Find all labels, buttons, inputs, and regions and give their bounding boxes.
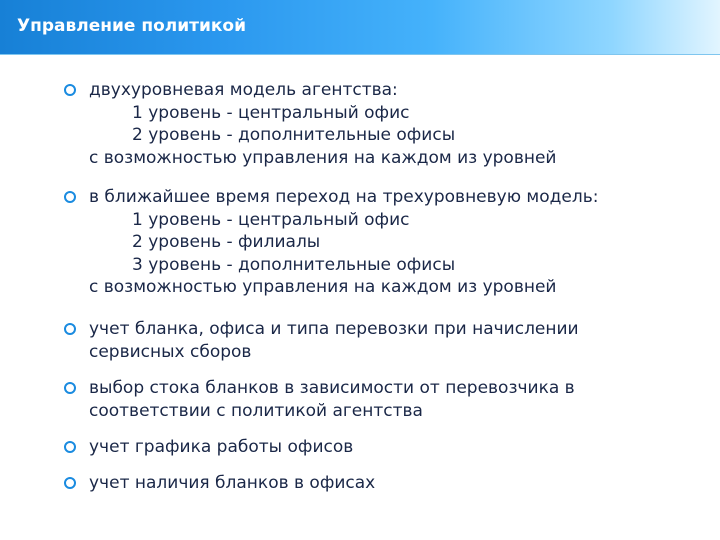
bullet-text: [89, 377, 684, 422]
bullet-line: учет наличия бланков в офисах: [89, 473, 376, 493]
ring-bullet-icon: [64, 323, 76, 335]
bullet-line: с возможностью управления на каждом из уровней: [89, 147, 557, 168]
bullet-line: учет бланка, офиса и типа перевозки при начислении: [89, 319, 579, 339]
bullet-line: сервисных сборов: [89, 341, 252, 362]
ring-bullet-icon: [64, 191, 76, 203]
bullet-line-indented: 2 уровень - филиалы: [132, 232, 321, 252]
bullet-line: двухуровневая модель агентства:: [89, 80, 398, 100]
bullet-text: [89, 318, 684, 363]
bullet-line-indented: 3 уровень - дополнительные офисы: [132, 254, 456, 275]
bullet-text: [89, 436, 684, 459]
bullet-text: [89, 186, 684, 299]
bullet-line: учет графика работы офисов: [89, 437, 354, 457]
ring-bullet-icon: [64, 477, 76, 489]
bullet-line: в ближайшее время переход на трехуровневую модель:: [89, 187, 599, 207]
bullet-line: выбор стока бланков в зависимости от перевозчика в: [89, 378, 575, 398]
bullet-line-indented: 1 уровень - центральный офис: [132, 102, 410, 123]
ring-bullet-icon: [64, 382, 76, 394]
bullet-line-indented: 1 уровень - центральный офис: [132, 209, 410, 230]
ring-bullet-icon: [64, 84, 76, 96]
bullet-line-indented: 2 уровень - дополнительные офисы: [132, 125, 456, 145]
bullet-line: соответствии с политикой агентства: [89, 400, 423, 421]
slide-title: Управление политикой: [17, 16, 247, 36]
bullet-line: с возможностью управления на каждом из уровней: [89, 277, 557, 297]
bullet-text: [89, 472, 684, 495]
bullet-text: [89, 79, 684, 169]
ring-bullet-icon: [64, 441, 76, 453]
